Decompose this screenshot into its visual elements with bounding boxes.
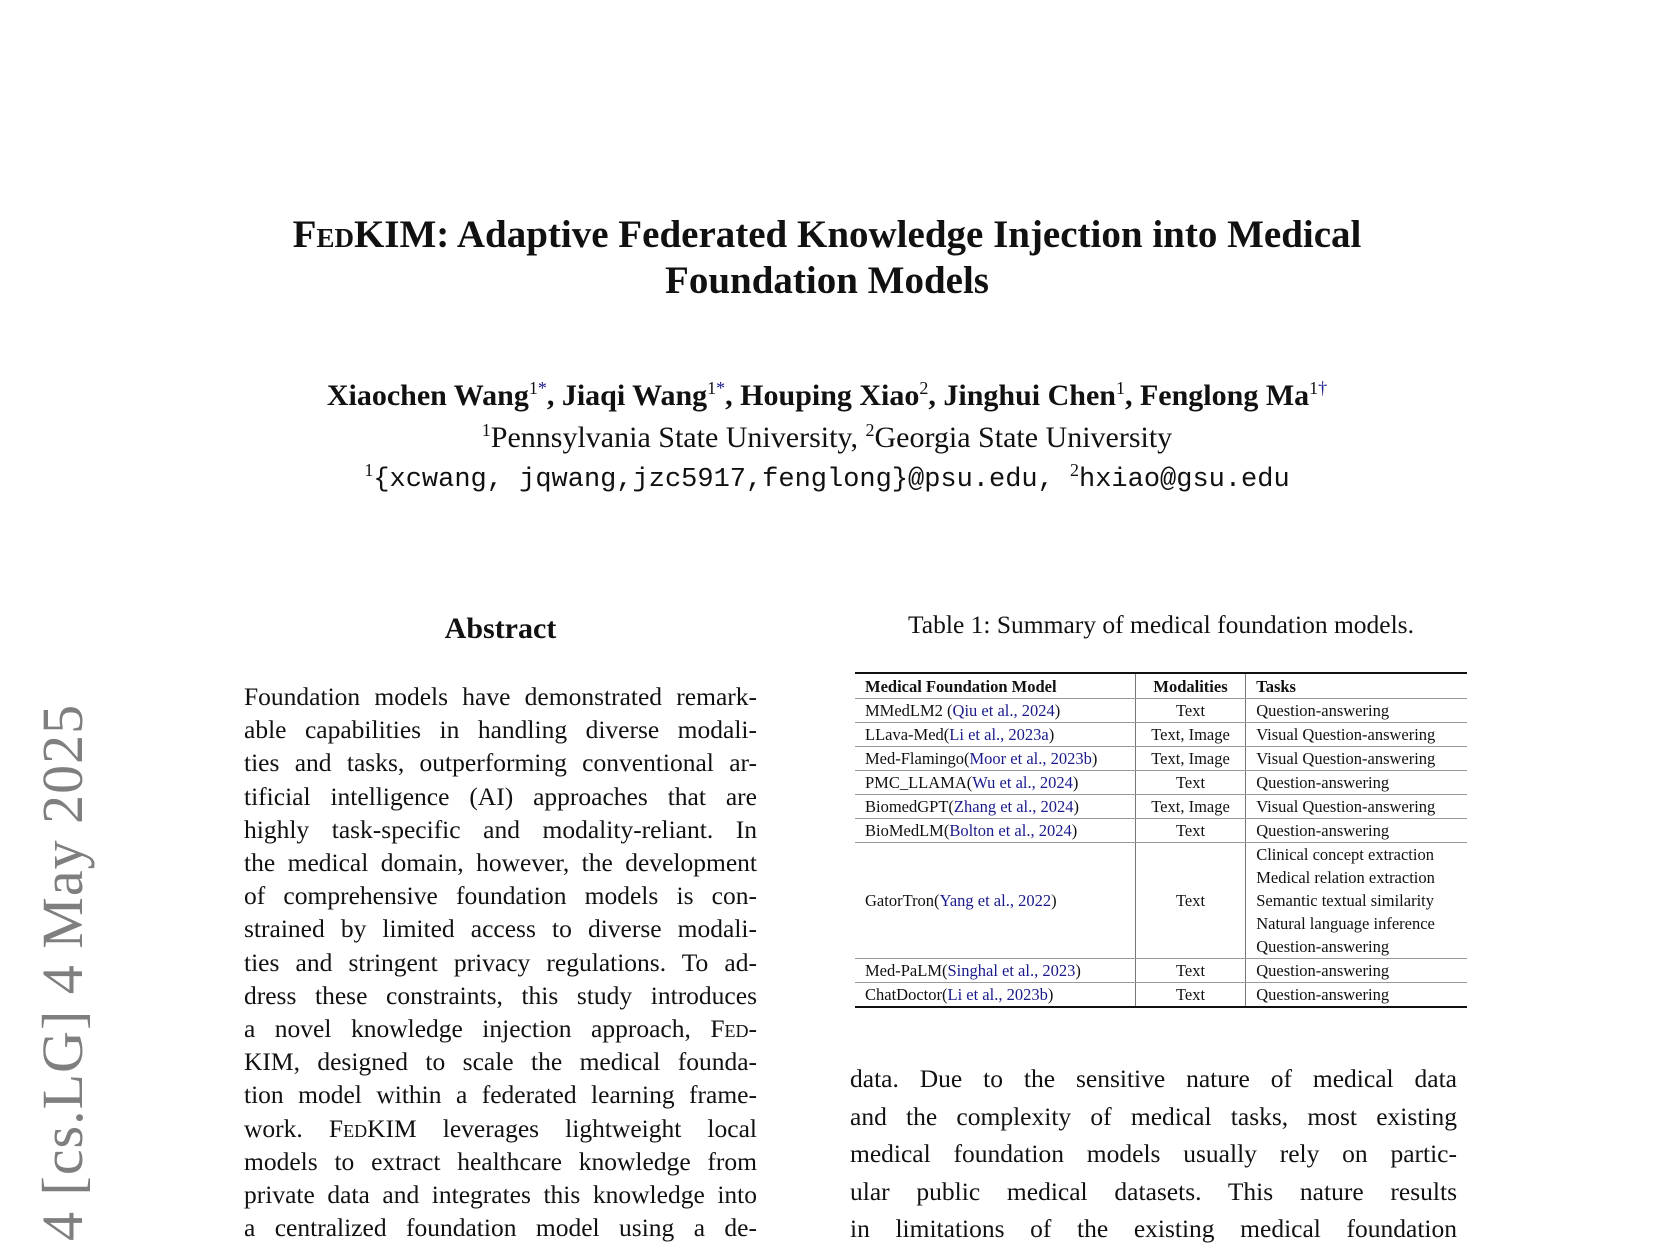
tasks-cell [1246,771,1467,795]
title-fed-smallcaps: Fed [292,213,354,256]
abstract-line: private data and integrates this knowledge into [244,1180,757,1210]
task-item: Visual Question-answering [1256,797,1436,816]
abstract-line: able capabilities in handling diverse modali- [244,715,757,745]
table-row [855,723,1467,747]
abstract-line: of comprehensive foundation models is con- [244,881,757,911]
model-name-cell: BiomedGPT(Zhang et al., 2024) [855,795,1135,819]
citation-link[interactable]: Zhang et al., 2024 [953,797,1074,816]
model-name-cell: ChatDoctor(Li et al., 2023b) [865,985,1054,1004]
tasks-cell [1246,747,1467,771]
abstract-line: dress these constraints, this study introduces [244,980,757,1010]
task-item: Question-answering [1256,821,1390,840]
tasks-cell [1246,983,1467,1008]
modalities-cell: Text [1135,771,1245,795]
title-line-2: Foundation Models [665,259,989,302]
task-item: Question-answering [1256,773,1390,792]
abstract-line: ties and stringent privacy regulations. To ad- [244,947,757,977]
model-name-cell: Med-Flamingo(Moor et al., 2023b) [855,747,1135,771]
modalities-cell: Text [1135,699,1245,723]
abstract-line: a novel knowledge injection approach, Fed- [244,1014,757,1044]
tasks-cell [1246,819,1467,843]
modalities-cell: Text, Image [1135,723,1245,747]
citation-link[interactable]: Bolton et al., 2024 [949,821,1072,840]
model-name-cell: LLava-Med(Li et al., 2023a) [855,723,1135,747]
medical-models-table [855,672,1467,1008]
citation-link[interactable]: Moor et al., 2023b [969,749,1092,768]
modalities-cell: Text [1135,843,1245,959]
author-list: Xiaochen Wang$^{1*}$, Jiaqi Wang$^{1*}$, Houping Xiao$^2$, Jinghui Chen$^1$, Fenglong $Ma^{1\dagger}$ [326,378,1328,412]
author-emails: $^1${xcwang, jqwang,jzc5917,fenglong}@psu.edu, $^2$hxiao@gsu.edu [364,460,1290,495]
tasks-cell [1246,699,1467,723]
abstract-line: a centralized foundation model using a de- [244,1213,757,1243]
table-row [855,699,1467,723]
affiliations: $^1$Pennsylvania State University, $^2$Georgia State University [481,420,1173,454]
model-name: LLava-Med( [865,725,950,744]
body-line: ular public medical datasets. This nature results [850,1176,1457,1206]
title-line-1 [0,212,1654,258]
abstract-body [244,680,757,1244]
abstract-line: tificial intelligence (AI) approaches that are [244,781,757,811]
task-item: Visual Question-answering [1256,725,1436,744]
task-item: Natural language inference [1256,914,1435,933]
table-row [855,819,1467,843]
header-tasks: Tasks [1246,673,1467,699]
citation-link[interactable]: Li et al., 2023a [949,725,1049,744]
model-name: BiomedGPT( [865,797,954,816]
tasks-cell [1246,795,1467,819]
abstract-line: the medical domain, however, the development [244,848,757,878]
header-modalities: Modalities [1135,673,1245,699]
model-name: MMedLM2 ( [865,701,953,720]
table-row [855,747,1467,771]
model-name-cell: BioMedLM(Bolton et al., 2024) [855,819,1135,843]
paper-title [0,212,1654,304]
citation-link[interactable]: Li et al., 2023b [947,985,1048,1004]
model-name: Med-PaLM( [865,961,948,980]
corresponding-author-link[interactable]: † [1318,378,1328,398]
author: Xiaochen Wang$^{1*}$ [326,378,547,412]
header-model: Medical Foundation Model [855,673,1135,699]
modalities-cell: Text, Image [1135,747,1245,771]
citation-link[interactable]: Yang et al., 2022 [939,891,1052,910]
model-name: Med-Flamingo( [865,749,970,768]
modalities-cell: Text [1135,983,1245,1008]
abstract-line: tion model within a federated learning frame- [244,1080,757,1110]
body-text-right-column [850,1060,1457,1248]
author: Fenglong $Ma^{1\dagger}$ [1139,378,1328,412]
abstract-line: models to extract healthcare knowledge from [244,1146,757,1176]
body-line: medical foundation models usually rely on partic- [850,1139,1457,1168]
title-kim: KIM [353,213,437,256]
model-name-cell: PMC_LLAMA(Wu et al., 2024) [855,771,1135,795]
author: Jiaqi Wang$^{1*}$ [561,378,726,412]
task-item: Question-answering [1256,985,1390,1004]
arxiv-watermark: 4 [cs.LG] 4 May 2025 [30,703,95,1241]
model-name-cell: Med-PaLM(Singhal et al., 2023) [855,959,1135,983]
task-item: Question-answering [1256,937,1390,956]
citation-link[interactable]: Qiu et al., 2024 [952,701,1055,720]
tasks-cell [1246,723,1467,747]
modalities-cell: Text [1135,959,1245,983]
task-item: Question-answering [1256,961,1390,980]
abstract-line: strained by limited access to diverse modali- [244,914,757,944]
tasks-cell [1246,843,1467,959]
task-item: Question-answering [1256,701,1390,720]
abstract-line: KIM, designed to scale the medical founda- [244,1047,757,1077]
table-caption: Table 1: Summary of medical foundation models. [908,610,1414,639]
tasks-cell [1246,959,1467,983]
task-item: Visual Question-answering [1256,749,1436,768]
abstract-line: Foundation models have demonstrated remark- [244,682,757,711]
author: Houping Xiao$^2$ [740,378,929,412]
model-name: BioMedLM( [865,821,950,840]
table-row [855,771,1467,795]
citation-link[interactable]: Wu et al., 2024 [972,773,1073,792]
table-row [855,959,1467,983]
body-line: and the complexity of medical tasks, most existing [850,1101,1457,1131]
task-item: Semantic textual similarity [1256,891,1434,910]
task-item: Clinical concept extraction [1256,845,1434,864]
model-name-cell: GatorTron(Yang et al., 2022) [855,843,1135,959]
table-row [855,843,1467,959]
model-name-cell: MMedLM2 (Qiu et al., 2024) [855,699,1135,723]
title-line-1-rest: : Adaptive Federated Knowledge Injection into Medical [436,213,1362,256]
model-name: GatorTron( [865,891,940,910]
abstract-line: ties and tasks, outperforming conventional ar- [244,748,757,778]
table-row [855,795,1467,819]
modalities-cell: Text, Image [1135,795,1245,819]
body-line: in limitations of the existing medical foundation [850,1214,1457,1243]
table-header-row [855,673,1467,699]
author: Jinghui Chen$^1$ [943,378,1125,412]
citation-link[interactable]: Singhal et al., 2023 [947,961,1076,980]
abstract-line: work. FedKIM leverages lightweight local [244,1113,757,1143]
abstract-heading: Abstract [444,612,557,645]
body-line: data. Due to the sensitive nature of medical data [850,1064,1457,1093]
model-name: PMC_LLAMA( [865,773,973,792]
abstract-line: highly task-specific and modality-reliant. In [244,814,757,844]
table-row [855,983,1467,1008]
modalities-cell: Text [1135,819,1245,843]
model-name: ChatDoctor( [865,985,948,1004]
task-item: Medical relation extraction [1256,868,1435,887]
